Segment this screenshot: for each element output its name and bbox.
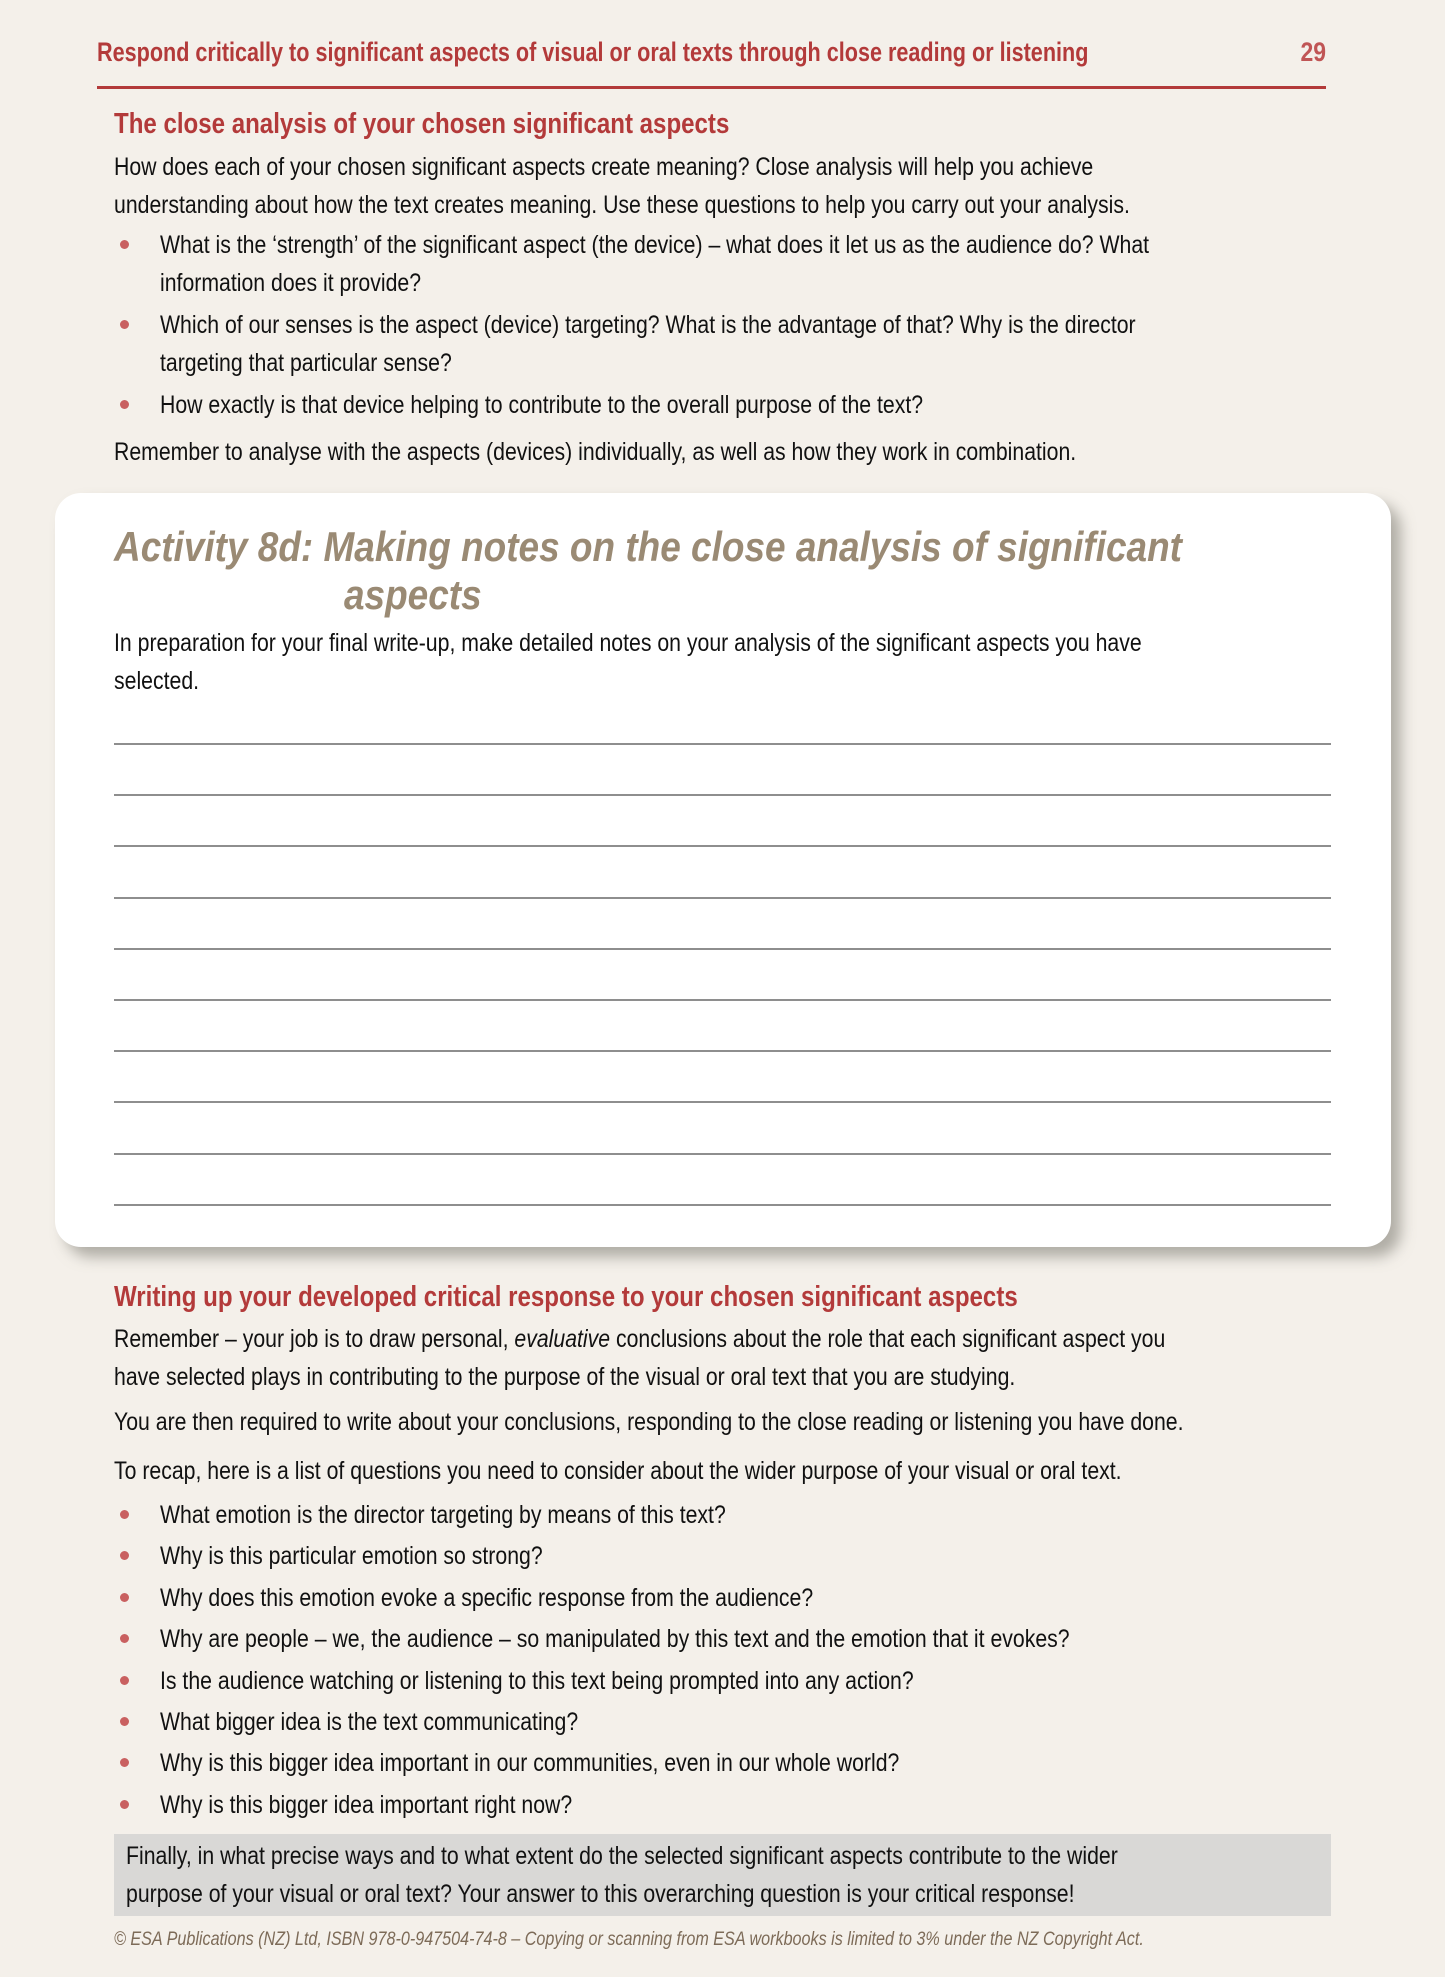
closing-note: Remember to analyse with the aspects (devices) individually, as well as how they work in combination. [114, 438, 1077, 466]
bullet-icon [120, 400, 129, 409]
section-heading-writing-up: Writing up your developed critical response to your chosen significant aspects [114, 1281, 1018, 1313]
running-header [97, 30, 1326, 89]
section-heading-close-analysis: The close analysis of your chosen significant aspects [114, 108, 730, 140]
bullet-icon [120, 1510, 129, 1519]
list-item-text: Why is this bigger idea important right now? [160, 1790, 573, 1819]
writing-line[interactable] [114, 845, 1331, 847]
paragraph: You are then required to write about your conclusions, responding to the close reading or listening you have done. [114, 1408, 1184, 1436]
list-item-text: What is the ‘strength’ of the significant aspect (the device) – what does it let us as the audience do? What [160, 231, 1150, 259]
bullet-icon [120, 1800, 129, 1809]
list-item-text: Why does this emotion evoke a specific response from the audience? [160, 1583, 814, 1612]
list-item-text: What bigger idea is the text communicating? [160, 1708, 579, 1736]
emphasis-evaluative: evaluative [514, 1325, 611, 1353]
list-item-text: Which of our senses is the aspect (device) targeting? What is the advantage of that? Why is the director [160, 311, 1136, 339]
list-item-text: targeting that particular sense? [160, 349, 452, 377]
list-item-text: information does it provide? [160, 269, 422, 297]
activity-instructions [114, 624, 1142, 700]
writing-line[interactable] [114, 897, 1331, 899]
writing-line[interactable] [114, 948, 1331, 950]
activity-card [55, 493, 1391, 1247]
copyright-footer: © ESA Publications (NZ) Ltd, ISBN 978-0-947504-74-8 – Copying or scanning from ESA workbooks is limited to 3% under the NZ Copyright Act. [114, 1929, 1144, 1950]
intro-line: understanding about how the text creates meaning. Use these questions to help you carry out your analysis. [114, 191, 1130, 219]
paragraph: To recap, here is a list of questions you need to consider about the wider purpose of your visual or oral text. [114, 1457, 1122, 1485]
paragraph-line [114, 1320, 1165, 1358]
writing-line[interactable] [114, 1204, 1331, 1206]
list-item-text: Why are people – we, the audience – so manipulated by this text and the emotion that it evokes? [160, 1625, 1070, 1654]
writing-line[interactable] [114, 1153, 1331, 1155]
list-item-text: Why is this particular emotion so strong? [160, 1542, 543, 1571]
bullet-icon [120, 320, 129, 329]
list-item-text: How exactly is that device helping to contribute to the overall purpose of the text? [160, 391, 924, 419]
bullet-icon [120, 240, 129, 249]
bullet-icon [120, 1593, 129, 1602]
bullet-icon [120, 1634, 129, 1643]
instructions-line: In preparation for your final write-up, make detailed notes on your analysis of the significant aspects you have [114, 629, 1142, 657]
list-item-text: Is the audience watching or listening to this text being prompted into any action? [160, 1666, 914, 1695]
page-number: 29 [1300, 37, 1326, 67]
text-run: Remember – your job is to draw personal, [114, 1325, 515, 1353]
running-title: Respond critically to significant aspects of visual or oral texts through close reading or listening [97, 37, 1089, 67]
activity-title-continuation: aspects [344, 571, 482, 618]
activity-title: Activity 8d: Making notes on the close analysis of significant [114, 523, 1182, 570]
intro-line: How does each of your chosen significant aspects create meaning? Close analysis will help you achieve [114, 153, 1094, 181]
writing-line[interactable] [114, 743, 1331, 745]
bullet-icon [120, 1758, 129, 1767]
writing-line[interactable] [114, 999, 1331, 1001]
critical-response-callout [114, 1834, 1331, 1916]
paragraph-line: have selected plays in contributing to the purpose of the visual or oral text that you are studying. [114, 1363, 1016, 1391]
bullet-icon [120, 1717, 129, 1726]
callout-line: purpose of your visual or oral text? Your answer to this overarching question is your critical response! [126, 1880, 1075, 1908]
text-run: conclusions about the role that each significant aspect you [610, 1325, 1166, 1353]
instructions-line: selected. [114, 667, 200, 695]
list-item-text: Why is this bigger idea important in our communities, even in our whole world? [160, 1749, 900, 1778]
list-item-text: What emotion is the director targeting by means of this text? [160, 1501, 726, 1529]
bullet-icon [120, 1676, 129, 1685]
writing-line[interactable] [114, 1050, 1331, 1052]
writing-line[interactable] [114, 794, 1331, 796]
callout-line: Finally, in what precise ways and to what extent do the selected significant aspects contribute to the wider [126, 1842, 1118, 1870]
writing-line[interactable] [114, 1101, 1331, 1103]
bullet-icon [120, 1551, 129, 1560]
